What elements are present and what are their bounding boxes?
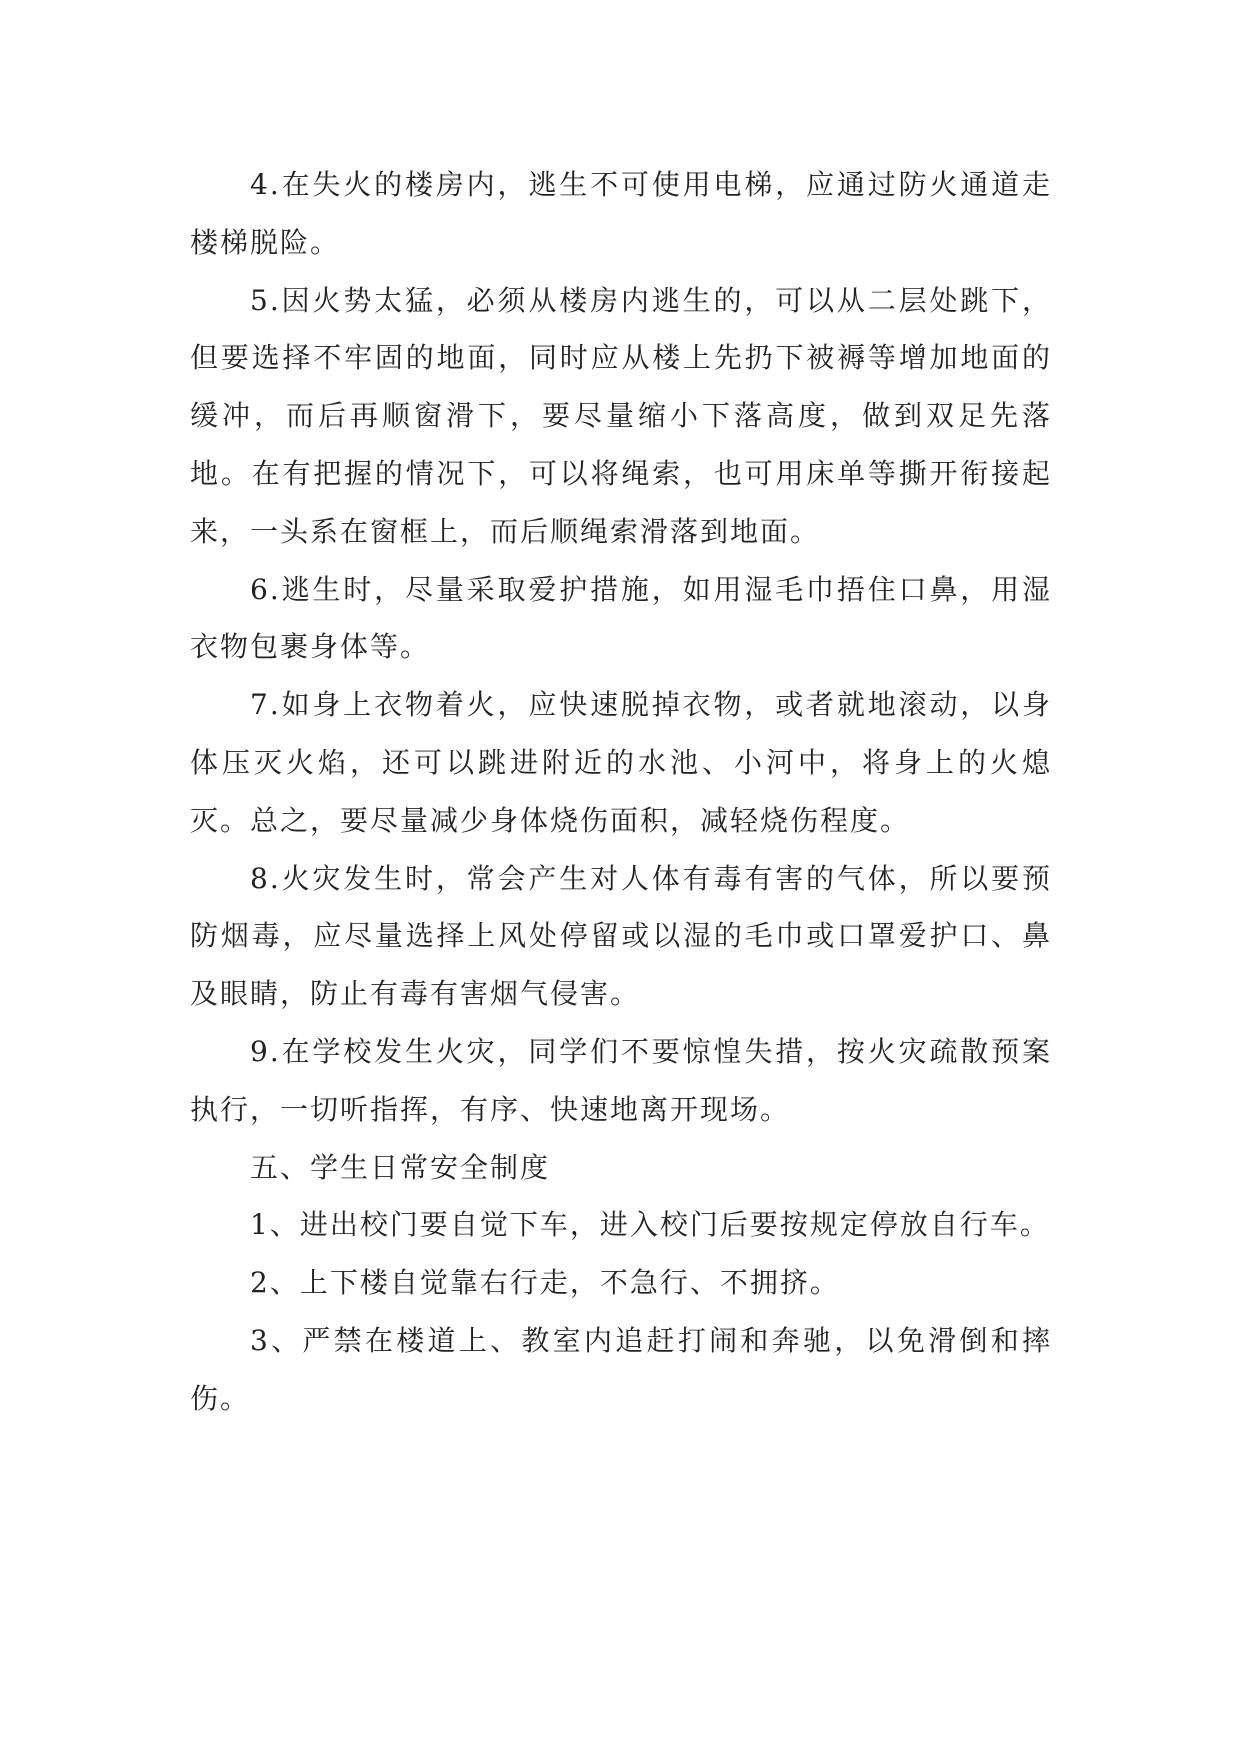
paragraph-item-8: 8.火灾发生时，常会产生对人体有毒有害的气体，所以要预防烟毒，应尽量选择上风处停留或以湿的毛巾或口罩爱护口、鼻及眼睛，防止有毒有害烟气侵害。 bbox=[190, 861, 1052, 1011]
document-body bbox=[190, 156, 1052, 1428]
rule-item-2: 2、上下楼自觉靠右行走，不急行、不拥挤。 bbox=[250, 1266, 840, 1300]
paragraph-item-6: 6.逃生时，尽量采取爱护措施，如用湿毛巾捂住口鼻，用湿衣物包裹身体等。 bbox=[190, 572, 1052, 664]
paragraph-item-5: 5.因火势太猛，必须从楼房内逃生的，可以从二层处跳下，但要选择不牢固的地面，同时应从楼上先扔下被褥等增加地面的缓冲，而后再顺窗滑下，要尽量缩小下落高度，做到双足先落地。在有把握的情况下，可以将绳索，也可用床单等撕开衔接起来，一头系在窗框上，而后顺绳索滑落到地面。 bbox=[190, 283, 1052, 548]
paragraph-item-9: 9.在学校发生火灾，同学们不要惊惶失措，按火灾疏散预案执行，一切听指挥，有序、快速地离开现场。 bbox=[190, 1034, 1052, 1126]
paragraph-item-4: 4.在失火的楼房内，逃生不可使用电梯，应通过防火通道走楼梯脱险。 bbox=[190, 168, 1052, 259]
paragraph-item-7: 7.如身上衣物着火，应快速脱掉衣物，或者就地滚动，以身体压灭火焰，还可以跳进附近的水池、小河中，将身上的火熄灭。总之，要尽量减少身体烧伤面积，减轻烧伤程度。 bbox=[190, 688, 1052, 837]
section-heading: 五、学生日常安全制度 bbox=[250, 1150, 551, 1184]
rule-item-1: 1、进出校门要自觉下车，进入校门后要按规定停放自行车。 bbox=[250, 1208, 1050, 1242]
rule-item-3: 3、严禁在楼道上、教室内追赶打闹和奔驰，以免滑倒和摔伤。 bbox=[190, 1323, 1052, 1415]
